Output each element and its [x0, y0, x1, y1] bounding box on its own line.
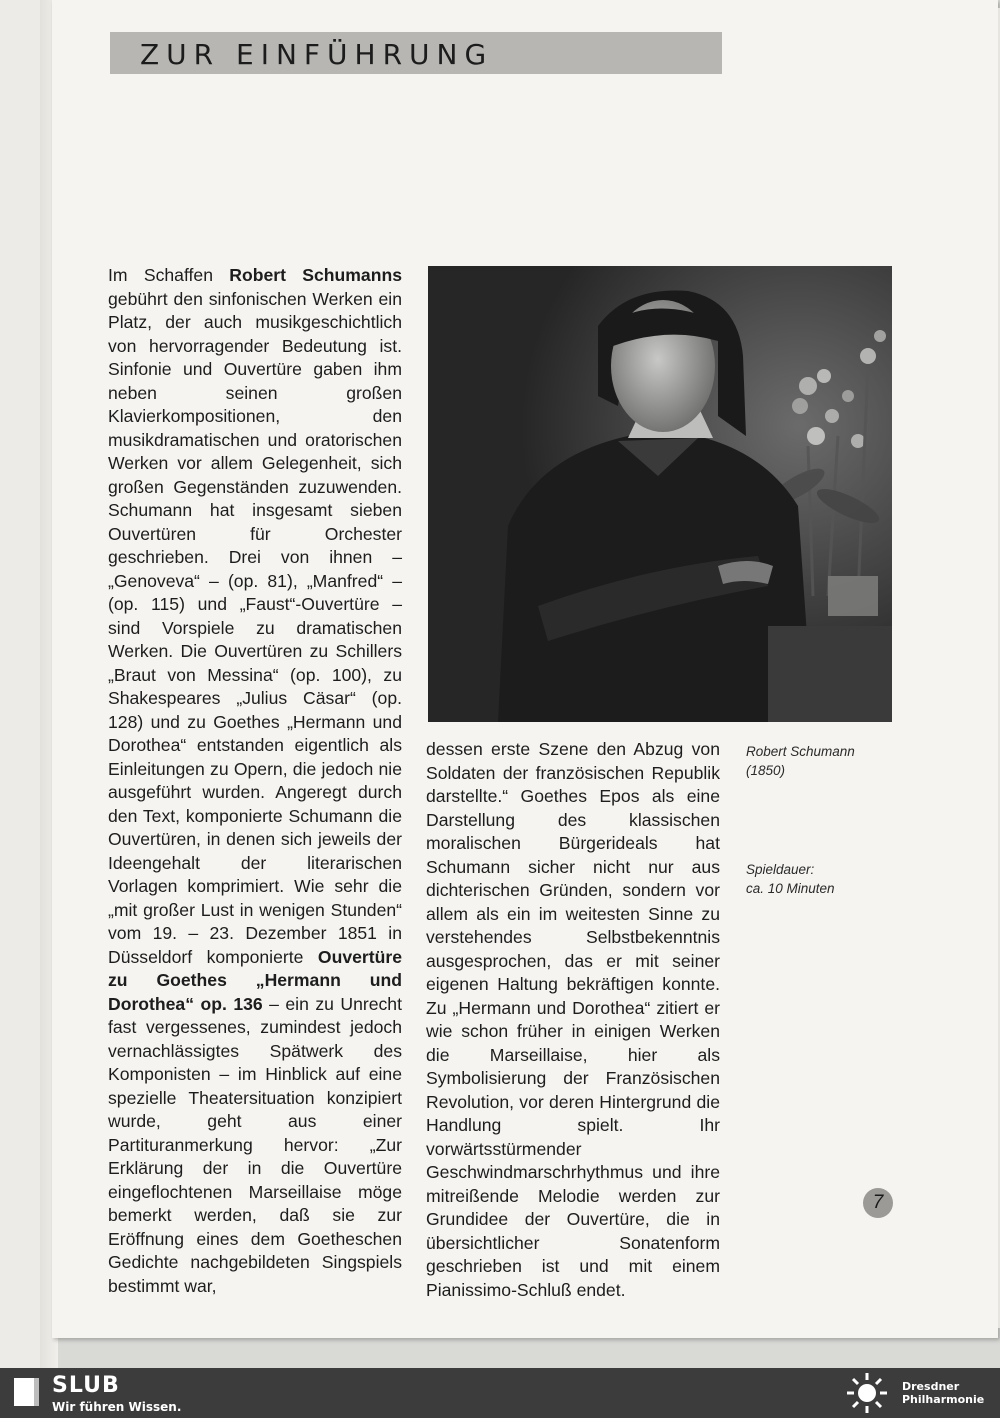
photo-caption: [746, 742, 896, 780]
slub-tagline: Wir führen Wissen.: [52, 1400, 182, 1414]
section-header: [110, 32, 722, 74]
page-number-badge: 7: [863, 1188, 893, 1218]
body-text-column-1: [108, 264, 402, 1298]
column-1-paragraph: [108, 264, 402, 1298]
document-page: [52, 0, 998, 1338]
duration-caption: [746, 860, 896, 898]
portrait-photo: [428, 266, 892, 722]
portrait-image: [428, 266, 892, 722]
photo-caption-year: (1850): [746, 763, 786, 778]
slub-book-icon: [12, 1374, 42, 1410]
text-run: gebührt den sinfonischen Werken ein Platz, der auch musikgeschichtlich von hervorragender Bedeutung ist. Sinfonie und Ouvertüre gaben ihm neben seinen großen Klavierkompositionen, den musikdramatischen und oratorischen Werken vor allem Gelegenheit, sich großen Gegenständen zuzuwenden. Schumann hat insgesamt sieben Ouvertüren für Orchester geschrieben. Drei von ihnen – „Genoveva“ – (op. 81), „Manfred“ – (op. 115) und „Faust“-Ouvertüre – sind Vorspiele zu dramatischen Werken. Die Ouvertüren zu Schillers „Braut von Messina“ (op. 100), zu Shakespeares „Julius Cäsar“ (op. 128) und zu Goethes „Hermann und Dorothea“ entstanden eigentlich als Einleitungen zu Opern, die jedoch nie ausgeführt wurden. Angeregt durch den Text, komponierte Schumann die Ouvertüren, in denen sich jeweils der Ideengehalt der literarischen Vorlagen komprimiert. Wie sehr die „mit großer Lust in wenigen Stunden“ vom 19. – 23. Dezember 1851 in Düsseldorf komponierte: [108, 288, 402, 967]
photo-caption-name: Robert Schumann: [746, 744, 855, 759]
body-text-column-2: [426, 738, 720, 1302]
section-title: ZUR EINFÜHRUNG: [140, 38, 494, 71]
philharmonie-logo-text[interactable]: [902, 1380, 984, 1406]
duration-label: Spieldauer:: [746, 862, 815, 877]
duration-value: ca. 10 Minuten: [746, 881, 835, 896]
bold-phrase: Robert Schumanns: [229, 265, 402, 285]
text-run: – ein zu Unrecht fast vergessenes, zumindest jedoch vernachlässigtes Spätwerk des Komponisten – im Hinblick auf eine spezielle Theatersituation konzipiert wurde, geht aus einer Partituranmerkung hervor: „Zur Erklärung der in die Ouvertüre eingeflochtenen Marseillaise möge bemerkt werden, daß sie zur Eröffnung eines dem Goetheschen Gedichte nachgebildeten Singspiels bestimmt war,: [108, 993, 402, 1296]
philharmonie-line-2: Philharmonie: [902, 1393, 985, 1406]
philharmonie-line-1: Dresdner: [902, 1380, 960, 1393]
footer-bar: [0, 1368, 1000, 1418]
text-run: Im Schaffen: [108, 265, 230, 285]
philharmonie-sun-icon: [842, 1371, 892, 1415]
bold-phrase: Ouvertüre zu Goethes „Hermann und Dorothea“ op. 136: [108, 946, 402, 1014]
column-2-paragraph: dessen erste Szene den Abzug von Soldaten der französischen Republik darstellte.“ Goethes Epos als eine Darstellung des klassischen moralischen Bürgerideals hat Schumann sicher nicht nur aus dichterischen Gründen, sondern vor allem als ein im weitesten Sinne zu verstehendes Selbstbekenntnis ausgesprochen, das er mit seiner eigenen Haltung bekräftigen konnte. Zu „Hermann und Dorothea“ zitiert er wie schon früher in einigen Werken die Marseillaise, hier als Symbolisierung der Französischen Revolution, vor deren Hintergrund die Handlung spielt. Ihr vorwärtsstürmender Geschwindmarschrhythmus und ihre mitreißende Melodie werden zur Grundidee der Ouvertüre, die in übersichtlicher Sonatenform geschrieben ist und mit einem Pianissimo-Schluß endet.: [426, 739, 720, 1300]
slub-logo-text[interactable]: SLUB: [52, 1373, 120, 1398]
